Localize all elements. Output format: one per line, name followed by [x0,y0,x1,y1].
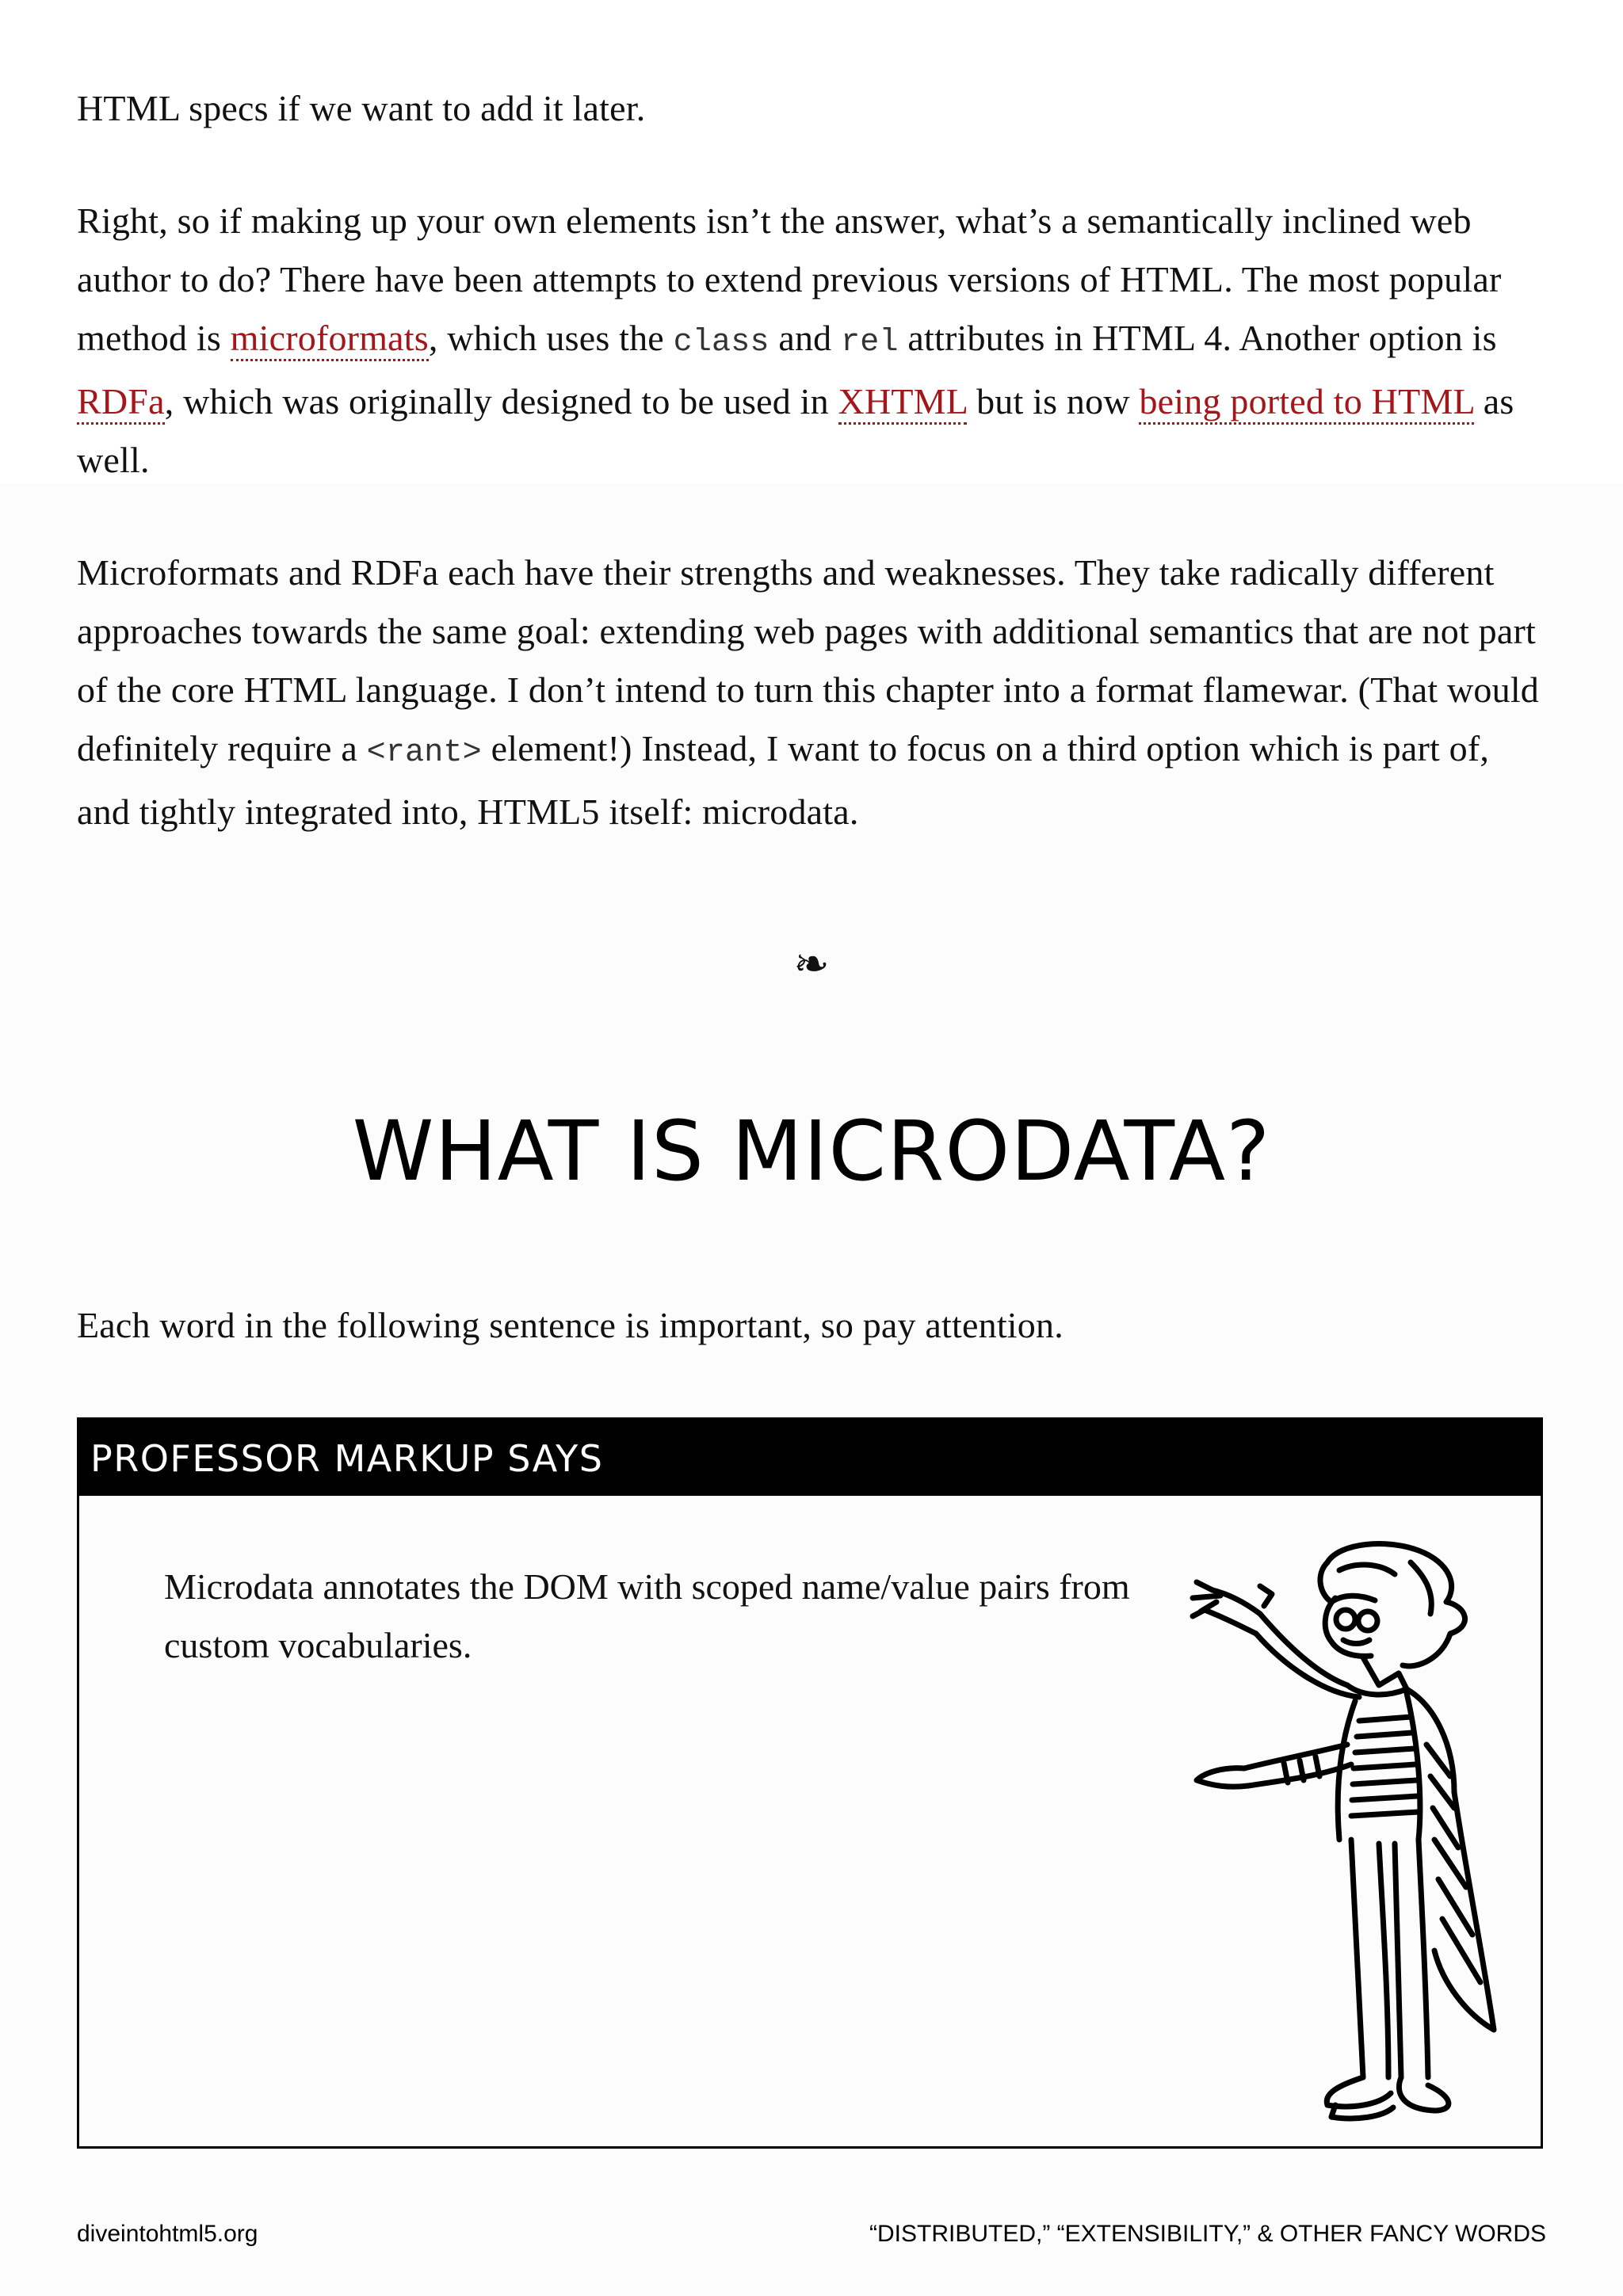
callout-text: Microdata annotates the DOM with scoped name/value pairs from custom vocabularies. [164,1566,1130,1665]
code-rel: rel [841,325,899,360]
paragraph-3 [77,543,1543,841]
text-run: attributes in HTML 4. Another option is [898,318,1497,358]
paragraph-intro [77,79,1543,138]
text-run: Right, so if making up your own elements isn’t the answer, what’s a semantically inclined web author to do? There have been attempts to extend previous versions of HTML. The most popular method is [77,200,1502,358]
code-rant: <rant> [366,735,482,771]
text-run: and [769,318,842,358]
professor-markup-callout [77,1417,1543,2149]
text-run: Microformats and RDFa each have their strengths and weaknesses. They take radically different approaches towards the same goal: extending web pages with additional semantics that are not part of the core HTML language. I don’t intend to turn this chapter into a format flamewar. (That would definitely require a [77,552,1540,769]
microformats-link[interactable]: microformats [231,318,429,361]
xhtml-link[interactable]: XHTML [838,381,968,425]
paragraph-3-block [77,543,1543,841]
professor-illustration-icon [1181,1539,1529,2141]
text-run: as well. [77,381,1514,480]
text-run: , which uses the [428,318,674,358]
footer-site: diveintohtml5.org [77,2221,258,2247]
footer-chapter-title: “DISTRIBUTED,” “EXTENSIBILITY,” & OTHER FANCY WORDS [869,2221,1546,2247]
fleuron-divider-icon: ❧ [793,939,830,989]
text-run: , which was originally designed to be used in [164,381,838,421]
text-run: element!) Instead, I want to focus on a third option which is part of, and tightly integrated into, HTML5 itself: microdata. [77,728,1490,832]
rdfa-link[interactable]: RDFa [77,381,165,425]
paragraph-4-block [77,1296,1543,1355]
being-ported-link[interactable]: being ported to HTML [1139,381,1474,425]
paragraph-2-block [77,192,1543,490]
callout-header: PROFESSOR MARKUP SAYS [79,1420,1541,1496]
paragraph-1: HTML specs if we want to add it later. [77,88,646,128]
code-class: class [673,325,769,360]
section-heading: WHAT IS MICRODATA? [352,1103,1271,1199]
paragraph-4: Each word in the following sentence is important, so pay attention. [77,1305,1064,1345]
text-run: but is now [967,381,1140,421]
paragraph-2 [77,192,1543,490]
